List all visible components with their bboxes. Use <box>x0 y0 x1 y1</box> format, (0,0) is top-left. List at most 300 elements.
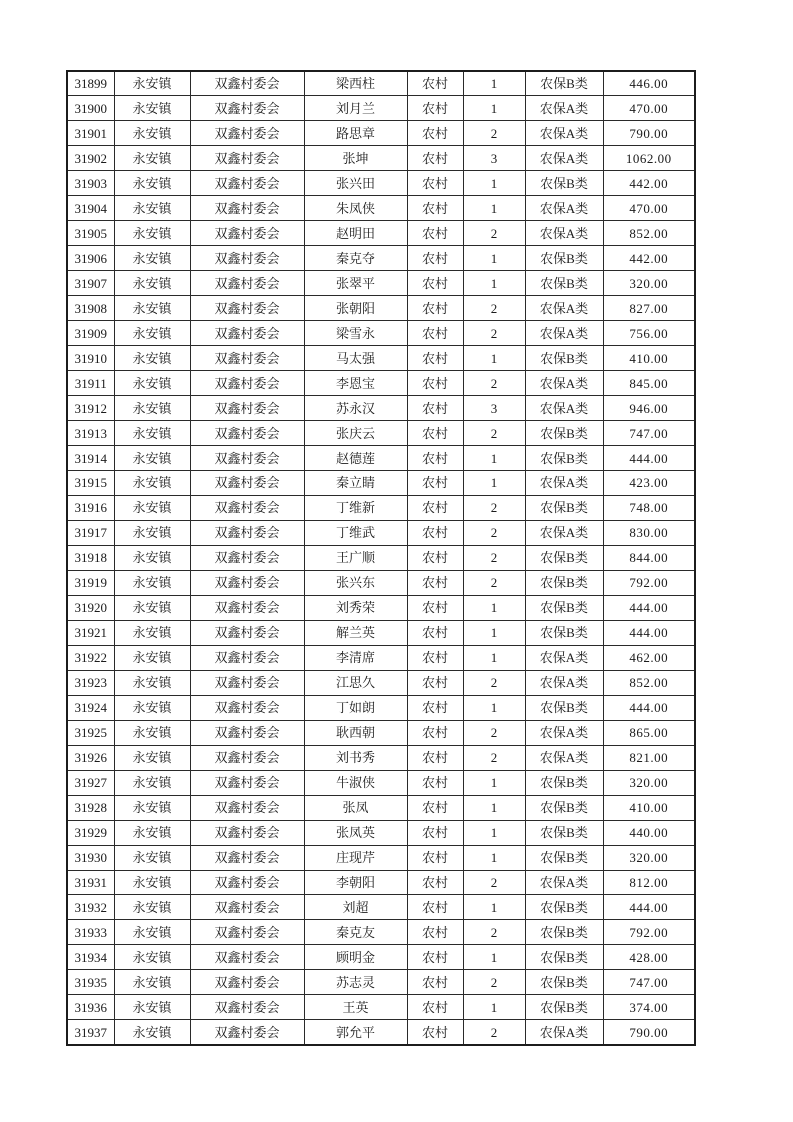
cell-person-name: 刘月兰 <box>304 96 407 121</box>
cell-serial-number: 31923 <box>67 670 114 695</box>
cell-residence-type: 农村 <box>407 421 463 446</box>
cell-person-name: 丁如朗 <box>304 695 407 720</box>
cell-person-count: 2 <box>463 870 525 895</box>
cell-serial-number: 31935 <box>67 970 114 995</box>
cell-serial-number: 31906 <box>67 246 114 271</box>
cell-serial-number: 31928 <box>67 795 114 820</box>
cell-residence-type: 农村 <box>407 995 463 1020</box>
cell-amount: 830.00 <box>603 520 695 545</box>
cell-serial-number: 31934 <box>67 945 114 970</box>
cell-amount: 444.00 <box>603 695 695 720</box>
cell-serial-number: 31926 <box>67 745 114 770</box>
cell-amount: 446.00 <box>603 71 695 96</box>
cell-person-count: 1 <box>463 71 525 96</box>
cell-village-committee: 双鑫村委会 <box>190 321 304 346</box>
cell-town: 永安镇 <box>114 246 190 271</box>
cell-serial-number: 31913 <box>67 421 114 446</box>
cell-town: 永安镇 <box>114 121 190 146</box>
cell-person-name: 郭允平 <box>304 1020 407 1045</box>
cell-serial-number: 31937 <box>67 1020 114 1045</box>
table-row <box>67 545 695 570</box>
cell-village-committee: 双鑫村委会 <box>190 296 304 321</box>
cell-town: 永安镇 <box>114 720 190 745</box>
cell-person-name: 张翠平 <box>304 271 407 296</box>
cell-town: 永安镇 <box>114 820 190 845</box>
cell-serial-number: 31904 <box>67 196 114 221</box>
cell-insurance-category: 农保B类 <box>525 446 603 471</box>
cell-insurance-category: 农保B类 <box>525 970 603 995</box>
cell-town: 永安镇 <box>114 670 190 695</box>
cell-village-committee: 双鑫村委会 <box>190 196 304 221</box>
table-row <box>67 71 695 96</box>
cell-town: 永安镇 <box>114 795 190 820</box>
cell-insurance-category: 农保B类 <box>525 695 603 720</box>
cell-insurance-category: 农保A类 <box>525 645 603 670</box>
cell-person-count: 2 <box>463 545 525 570</box>
cell-person-name: 刘超 <box>304 895 407 920</box>
cell-serial-number: 31902 <box>67 146 114 171</box>
cell-village-committee: 双鑫村委会 <box>190 820 304 845</box>
cell-person-name: 苏志灵 <box>304 970 407 995</box>
cell-serial-number: 31899 <box>67 71 114 96</box>
cell-serial-number: 31900 <box>67 96 114 121</box>
cell-village-committee: 双鑫村委会 <box>190 545 304 570</box>
cell-village-committee: 双鑫村委会 <box>190 396 304 421</box>
cell-amount: 812.00 <box>603 870 695 895</box>
cell-amount: 844.00 <box>603 545 695 570</box>
cell-amount: 444.00 <box>603 895 695 920</box>
cell-person-name: 耿西朝 <box>304 720 407 745</box>
cell-town: 永安镇 <box>114 71 190 96</box>
table-row <box>67 845 695 870</box>
table-row <box>67 795 695 820</box>
table-row <box>67 396 695 421</box>
cell-residence-type: 农村 <box>407 970 463 995</box>
cell-person-count: 2 <box>463 421 525 446</box>
cell-serial-number: 31909 <box>67 321 114 346</box>
table-row <box>67 670 695 695</box>
cell-amount: 792.00 <box>603 570 695 595</box>
cell-town: 永安镇 <box>114 945 190 970</box>
cell-village-committee: 双鑫村委会 <box>190 346 304 371</box>
cell-insurance-category: 农保A类 <box>525 520 603 545</box>
cell-serial-number: 31907 <box>67 271 114 296</box>
cell-serial-number: 31901 <box>67 121 114 146</box>
cell-insurance-category: 农保B类 <box>525 595 603 620</box>
cell-town: 永安镇 <box>114 446 190 471</box>
cell-person-name: 梁雪永 <box>304 321 407 346</box>
cell-town: 永安镇 <box>114 570 190 595</box>
cell-residence-type: 农村 <box>407 495 463 520</box>
cell-village-committee: 双鑫村委会 <box>190 645 304 670</box>
table-row <box>67 171 695 196</box>
cell-village-committee: 双鑫村委会 <box>190 96 304 121</box>
cell-amount: 320.00 <box>603 271 695 296</box>
table-row <box>67 745 695 770</box>
cell-town: 永安镇 <box>114 96 190 121</box>
cell-village-committee: 双鑫村委会 <box>190 945 304 970</box>
table-row <box>67 995 695 1020</box>
cell-residence-type: 农村 <box>407 296 463 321</box>
cell-amount: 852.00 <box>603 670 695 695</box>
cell-residence-type: 农村 <box>407 221 463 246</box>
cell-residence-type: 农村 <box>407 545 463 570</box>
table-row <box>67 446 695 471</box>
table-row <box>67 421 695 446</box>
cell-amount: 845.00 <box>603 371 695 396</box>
cell-insurance-category: 农保B类 <box>525 71 603 96</box>
cell-person-name: 张兴东 <box>304 570 407 595</box>
cell-person-count: 2 <box>463 221 525 246</box>
table-row <box>67 970 695 995</box>
cell-village-committee: 双鑫村委会 <box>190 845 304 870</box>
cell-town: 永安镇 <box>114 745 190 770</box>
cell-person-count: 1 <box>463 446 525 471</box>
cell-residence-type: 农村 <box>407 346 463 371</box>
cell-residence-type: 农村 <box>407 396 463 421</box>
cell-person-name: 庄现芹 <box>304 845 407 870</box>
cell-residence-type: 农村 <box>407 820 463 845</box>
cell-town: 永安镇 <box>114 545 190 570</box>
cell-insurance-category: 农保A类 <box>525 670 603 695</box>
cell-village-committee: 双鑫村委会 <box>190 695 304 720</box>
cell-serial-number: 31918 <box>67 545 114 570</box>
cell-person-name: 梁西柱 <box>304 71 407 96</box>
cell-residence-type: 农村 <box>407 96 463 121</box>
cell-insurance-category: 农保B类 <box>525 820 603 845</box>
cell-person-name: 丁维新 <box>304 495 407 520</box>
cell-amount: 442.00 <box>603 246 695 271</box>
cell-amount: 748.00 <box>603 495 695 520</box>
cell-residence-type: 农村 <box>407 795 463 820</box>
cell-serial-number: 31925 <box>67 720 114 745</box>
cell-person-count: 3 <box>463 396 525 421</box>
cell-village-committee: 双鑫村委会 <box>190 171 304 196</box>
cell-person-count: 1 <box>463 471 525 496</box>
cell-amount: 444.00 <box>603 595 695 620</box>
cell-village-committee: 双鑫村委会 <box>190 720 304 745</box>
cell-village-committee: 双鑫村委会 <box>190 795 304 820</box>
cell-person-name: 张坤 <box>304 146 407 171</box>
cell-amount: 320.00 <box>603 845 695 870</box>
cell-person-count: 2 <box>463 321 525 346</box>
cell-serial-number: 31919 <box>67 570 114 595</box>
cell-person-name: 赵明田 <box>304 221 407 246</box>
cell-village-committee: 双鑫村委会 <box>190 895 304 920</box>
cell-insurance-category: 农保A类 <box>525 121 603 146</box>
cell-serial-number: 31931 <box>67 870 114 895</box>
cell-amount: 444.00 <box>603 620 695 645</box>
cell-insurance-category: 农保A类 <box>525 745 603 770</box>
cell-village-committee: 双鑫村委会 <box>190 970 304 995</box>
cell-residence-type: 农村 <box>407 620 463 645</box>
cell-amount: 444.00 <box>603 446 695 471</box>
cell-insurance-category: 农保A类 <box>525 1020 603 1045</box>
cell-person-name: 张庆云 <box>304 421 407 446</box>
cell-person-count: 2 <box>463 670 525 695</box>
cell-residence-type: 农村 <box>407 695 463 720</box>
cell-amount: 747.00 <box>603 970 695 995</box>
cell-town: 永安镇 <box>114 895 190 920</box>
cell-person-count: 1 <box>463 595 525 620</box>
cell-residence-type: 农村 <box>407 71 463 96</box>
cell-person-name: 苏永汉 <box>304 396 407 421</box>
cell-serial-number: 31912 <box>67 396 114 421</box>
cell-person-name: 顾明金 <box>304 945 407 970</box>
cell-serial-number: 31922 <box>67 645 114 670</box>
cell-person-count: 1 <box>463 820 525 845</box>
cell-person-count: 1 <box>463 945 525 970</box>
cell-person-name: 张凤 <box>304 795 407 820</box>
table-row <box>67 121 695 146</box>
cell-insurance-category: 农保A类 <box>525 720 603 745</box>
cell-town: 永安镇 <box>114 346 190 371</box>
cell-insurance-category: 农保B类 <box>525 845 603 870</box>
cell-amount: 747.00 <box>603 421 695 446</box>
cell-person-count: 1 <box>463 96 525 121</box>
cell-town: 永安镇 <box>114 920 190 945</box>
cell-serial-number: 31910 <box>67 346 114 371</box>
cell-person-count: 1 <box>463 770 525 795</box>
cell-person-name: 江思久 <box>304 670 407 695</box>
cell-amount: 821.00 <box>603 745 695 770</box>
cell-person-name: 秦克夺 <box>304 246 407 271</box>
cell-amount: 790.00 <box>603 121 695 146</box>
cell-person-count: 1 <box>463 995 525 1020</box>
cell-serial-number: 31924 <box>67 695 114 720</box>
cell-residence-type: 农村 <box>407 446 463 471</box>
cell-insurance-category: 农保B类 <box>525 995 603 1020</box>
cell-town: 永安镇 <box>114 995 190 1020</box>
table-row <box>67 1020 695 1045</box>
table-row <box>67 146 695 171</box>
cell-person-name: 赵德莲 <box>304 446 407 471</box>
table-row <box>67 695 695 720</box>
cell-person-count: 1 <box>463 795 525 820</box>
table-row <box>67 770 695 795</box>
cell-residence-type: 农村 <box>407 1020 463 1045</box>
cell-village-committee: 双鑫村委会 <box>190 995 304 1020</box>
cell-serial-number: 31921 <box>67 620 114 645</box>
cell-person-count: 2 <box>463 121 525 146</box>
cell-insurance-category: 农保A类 <box>525 296 603 321</box>
cell-person-name: 路思章 <box>304 121 407 146</box>
cell-insurance-category: 农保A类 <box>525 371 603 396</box>
cell-serial-number: 31915 <box>67 471 114 496</box>
cell-person-count: 1 <box>463 645 525 670</box>
cell-village-committee: 双鑫村委会 <box>190 71 304 96</box>
cell-person-count: 3 <box>463 146 525 171</box>
cell-insurance-category: 农保B类 <box>525 895 603 920</box>
cell-serial-number: 31936 <box>67 995 114 1020</box>
cell-person-count: 2 <box>463 1020 525 1045</box>
cell-insurance-category: 农保A类 <box>525 870 603 895</box>
cell-insurance-category: 农保A类 <box>525 96 603 121</box>
cell-village-committee: 双鑫村委会 <box>190 670 304 695</box>
cell-insurance-category: 农保B类 <box>525 945 603 970</box>
cell-insurance-category: 农保B类 <box>525 920 603 945</box>
cell-village-committee: 双鑫村委会 <box>190 770 304 795</box>
cell-person-name: 丁维武 <box>304 520 407 545</box>
cell-village-committee: 双鑫村委会 <box>190 371 304 396</box>
cell-village-committee: 双鑫村委会 <box>190 146 304 171</box>
table-row <box>67 870 695 895</box>
cell-person-count: 1 <box>463 246 525 271</box>
cell-amount: 470.00 <box>603 96 695 121</box>
cell-serial-number: 31903 <box>67 171 114 196</box>
cell-residence-type: 农村 <box>407 246 463 271</box>
cell-town: 永安镇 <box>114 495 190 520</box>
cell-town: 永安镇 <box>114 1020 190 1045</box>
cell-amount: 410.00 <box>603 346 695 371</box>
cell-residence-type: 农村 <box>407 770 463 795</box>
cell-person-count: 1 <box>463 695 525 720</box>
cell-person-count: 2 <box>463 296 525 321</box>
cell-amount: 320.00 <box>603 770 695 795</box>
cell-town: 永安镇 <box>114 296 190 321</box>
table-row <box>67 820 695 845</box>
cell-amount: 423.00 <box>603 471 695 496</box>
cell-person-count: 1 <box>463 171 525 196</box>
cell-town: 永安镇 <box>114 770 190 795</box>
cell-residence-type: 农村 <box>407 146 463 171</box>
cell-amount: 852.00 <box>603 221 695 246</box>
cell-village-committee: 双鑫村委会 <box>190 121 304 146</box>
table-row <box>67 321 695 346</box>
cell-person-count: 1 <box>463 845 525 870</box>
cell-town: 永安镇 <box>114 321 190 346</box>
cell-village-committee: 双鑫村委会 <box>190 570 304 595</box>
cell-residence-type: 农村 <box>407 271 463 296</box>
cell-town: 永安镇 <box>114 396 190 421</box>
cell-village-committee: 双鑫村委会 <box>190 920 304 945</box>
cell-insurance-category: 农保A类 <box>525 221 603 246</box>
cell-town: 永安镇 <box>114 695 190 720</box>
table-row <box>67 271 695 296</box>
table-row <box>67 720 695 745</box>
table-row <box>67 495 695 520</box>
cell-village-committee: 双鑫村委会 <box>190 870 304 895</box>
cell-person-count: 1 <box>463 346 525 371</box>
cell-person-name: 牛淑侠 <box>304 770 407 795</box>
cell-amount: 827.00 <box>603 296 695 321</box>
cell-village-committee: 双鑫村委会 <box>190 520 304 545</box>
cell-serial-number: 31911 <box>67 371 114 396</box>
cell-person-count: 1 <box>463 196 525 221</box>
cell-person-count: 2 <box>463 371 525 396</box>
cell-insurance-category: 农保B类 <box>525 570 603 595</box>
cell-town: 永安镇 <box>114 845 190 870</box>
cell-amount: 1062.00 <box>603 146 695 171</box>
cell-amount: 410.00 <box>603 795 695 820</box>
cell-amount: 428.00 <box>603 945 695 970</box>
cell-village-committee: 双鑫村委会 <box>190 1020 304 1045</box>
cell-town: 永安镇 <box>114 471 190 496</box>
cell-residence-type: 农村 <box>407 171 463 196</box>
cell-person-count: 1 <box>463 271 525 296</box>
cell-residence-type: 农村 <box>407 745 463 770</box>
cell-town: 永安镇 <box>114 271 190 296</box>
cell-town: 永安镇 <box>114 421 190 446</box>
cell-person-name: 张兴田 <box>304 171 407 196</box>
table-row <box>67 920 695 945</box>
cell-person-count: 1 <box>463 895 525 920</box>
table-row <box>67 520 695 545</box>
cell-village-committee: 双鑫村委会 <box>190 595 304 620</box>
cell-person-name: 秦克友 <box>304 920 407 945</box>
cell-insurance-category: 农保B类 <box>525 495 603 520</box>
cell-residence-type: 农村 <box>407 945 463 970</box>
table-row <box>67 570 695 595</box>
table-row <box>67 645 695 670</box>
table-row <box>67 620 695 645</box>
cell-town: 永安镇 <box>114 520 190 545</box>
cell-insurance-category: 农保A类 <box>525 471 603 496</box>
cell-person-name: 李朝阳 <box>304 870 407 895</box>
cell-serial-number: 31908 <box>67 296 114 321</box>
cell-village-committee: 双鑫村委会 <box>190 745 304 770</box>
cell-residence-type: 农村 <box>407 196 463 221</box>
table-row <box>67 96 695 121</box>
cell-serial-number: 31917 <box>67 520 114 545</box>
table-row <box>67 296 695 321</box>
table-row <box>67 895 695 920</box>
cell-residence-type: 农村 <box>407 645 463 670</box>
cell-person-name: 王广顺 <box>304 545 407 570</box>
cell-person-name: 李清席 <box>304 645 407 670</box>
cell-village-committee: 双鑫村委会 <box>190 620 304 645</box>
cell-insurance-category: 农保B类 <box>525 795 603 820</box>
cell-town: 永安镇 <box>114 171 190 196</box>
benefit-roster-table <box>66 70 696 1046</box>
cell-person-count: 2 <box>463 570 525 595</box>
cell-town: 永安镇 <box>114 595 190 620</box>
cell-serial-number: 31905 <box>67 221 114 246</box>
cell-town: 永安镇 <box>114 870 190 895</box>
cell-insurance-category: 农保B类 <box>525 346 603 371</box>
cell-town: 永安镇 <box>114 970 190 995</box>
cell-residence-type: 农村 <box>407 321 463 346</box>
cell-town: 永安镇 <box>114 221 190 246</box>
table-row <box>67 945 695 970</box>
cell-person-name: 马太强 <box>304 346 407 371</box>
cell-village-committee: 双鑫村委会 <box>190 271 304 296</box>
cell-residence-type: 农村 <box>407 670 463 695</box>
cell-village-committee: 双鑫村委会 <box>190 471 304 496</box>
cell-insurance-category: 农保B类 <box>525 421 603 446</box>
table-row <box>67 595 695 620</box>
cell-village-committee: 双鑫村委会 <box>190 221 304 246</box>
cell-village-committee: 双鑫村委会 <box>190 446 304 471</box>
cell-person-name: 王英 <box>304 995 407 1020</box>
cell-amount: 792.00 <box>603 920 695 945</box>
cell-residence-type: 农村 <box>407 845 463 870</box>
cell-serial-number: 31933 <box>67 920 114 945</box>
cell-insurance-category: 农保A类 <box>525 321 603 346</box>
cell-residence-type: 农村 <box>407 870 463 895</box>
cell-amount: 462.00 <box>603 645 695 670</box>
cell-amount: 865.00 <box>603 720 695 745</box>
cell-residence-type: 农村 <box>407 520 463 545</box>
cell-residence-type: 农村 <box>407 595 463 620</box>
cell-serial-number: 31929 <box>67 820 114 845</box>
cell-insurance-category: 农保B类 <box>525 770 603 795</box>
cell-person-name: 张朝阳 <box>304 296 407 321</box>
cell-person-name: 朱凤侠 <box>304 196 407 221</box>
cell-residence-type: 农村 <box>407 720 463 745</box>
table-row <box>67 371 695 396</box>
cell-amount: 790.00 <box>603 1020 695 1045</box>
